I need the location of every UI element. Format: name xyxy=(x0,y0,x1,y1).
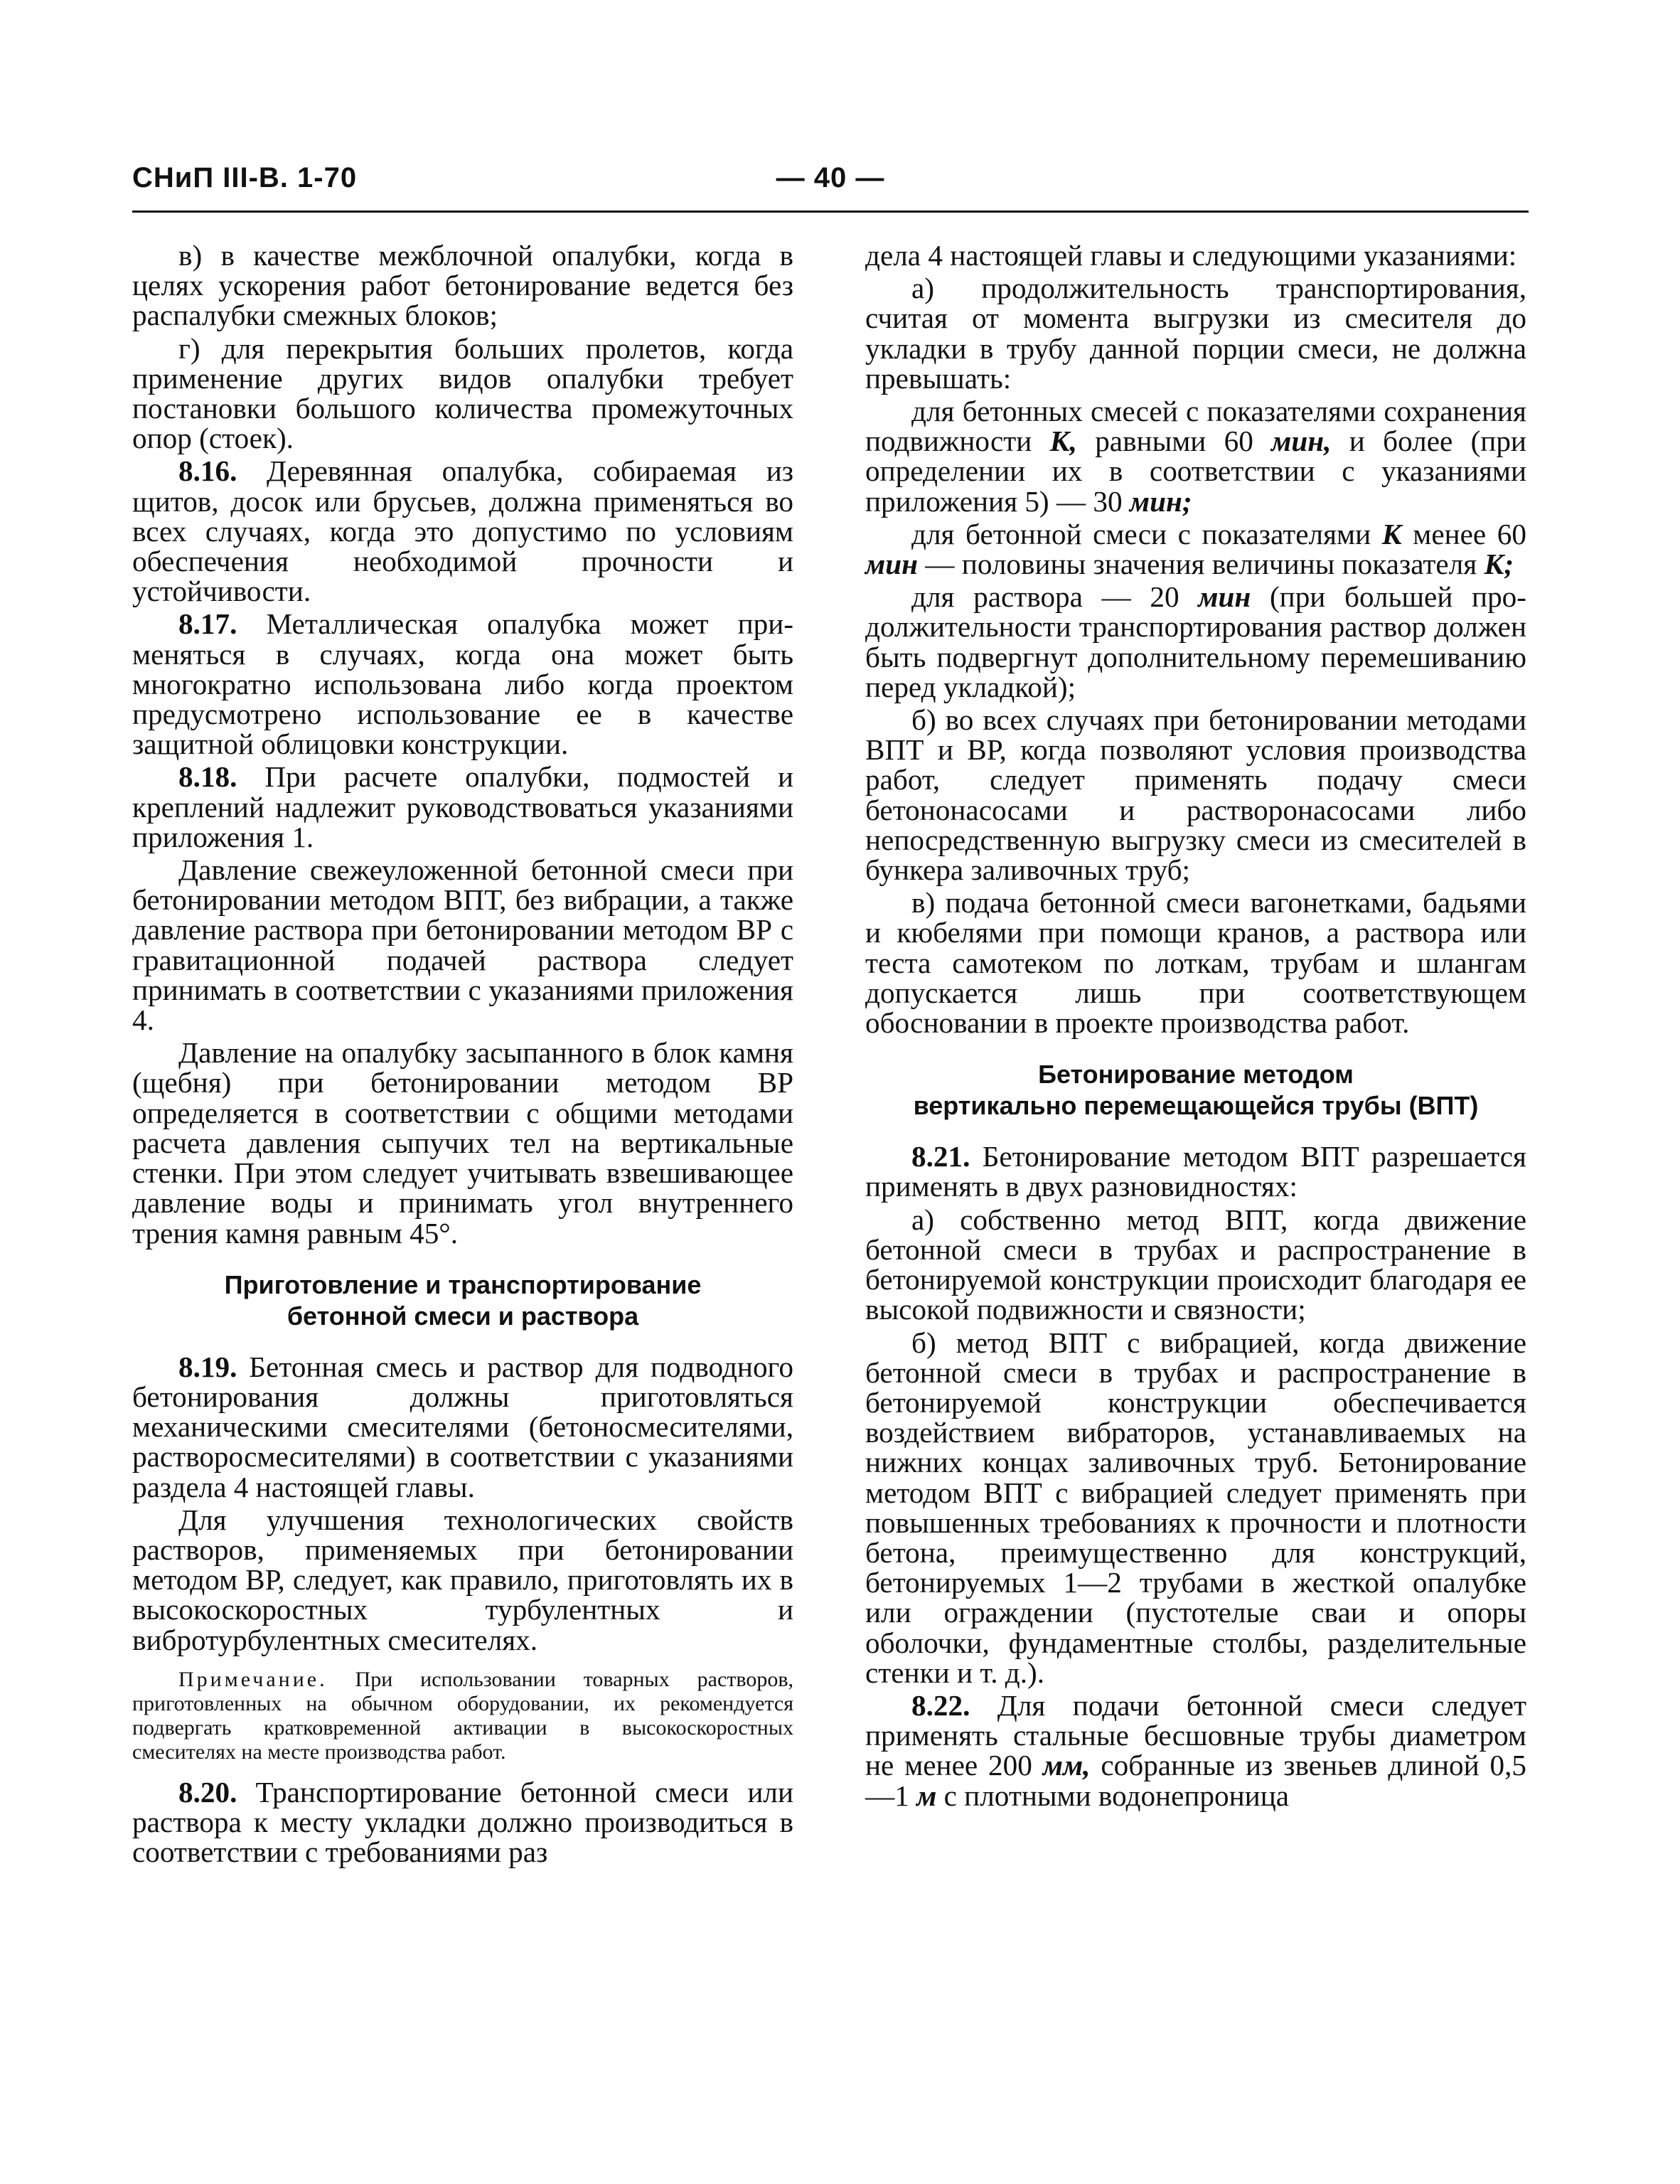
paragraph-8-18 xyxy=(132,762,793,852)
text-run: для бетонных смесей с показателями сохранения подвижности xyxy=(865,395,1526,458)
unit-min: мин xyxy=(865,548,918,581)
paragraph: Давление свежеуложенной бетонной смеси при бетонировании методом ВПТ, без вибрации, а также давление раствора при бетонировании методом ВР с гравитационной подачей раствора следует принимать в соответствии с указаниями приложения 4. xyxy=(132,853,793,1037)
paragraph: Для улучшения технологических свойств растворов, применяемых при бетонировании методом ВР, следует, как правило, приготовлять их в высокоскоростных турбулентных и вибротурбулентных смесителях. xyxy=(132,1503,793,1656)
unit-min: мин; xyxy=(1129,484,1192,518)
paragraph: дела 4 настоящей главы и следующими указаниями: xyxy=(865,239,1517,272)
right-column xyxy=(865,240,1526,1813)
paragraph: а) собственно метод ВПТ, когда движение бетонной смеси в трубах и распространение в бетонируемой конструкции происходит благодаря ее высокой подвижности и связности; xyxy=(865,1203,1526,1326)
clause-text: Деревянная опалубка, собираемая из щитов, досок или брусьев, должна применяться во всех случаях, когда это допустимо по условиям обеспечения необходимой прочности и устойчивости. xyxy=(132,454,793,608)
text-run: для раствора — 20 xyxy=(911,580,1199,614)
heading-line: вертикально перемещающейся трубы (ВПТ) xyxy=(913,1091,1479,1121)
text-run: — половины значения величины показателя xyxy=(918,548,1484,581)
paragraph xyxy=(865,582,1526,702)
page-number: — 40 — xyxy=(776,162,885,193)
heading-line: бетонной смеси и раствора xyxy=(287,1301,639,1331)
text-run: (при большей продолжительности транспортирования раствор должен быть подвергнут дополнительному перемешиванию перед укладкой); xyxy=(865,580,1526,703)
paragraph: а) продолжительность транспортирования, считая от момента выгрузки из смесителя до укладки в трубу данной порции смеси, не должна превышать: xyxy=(865,272,1526,395)
clause-text: Бетонная смесь и раствор для подводного бетонирования должны приготовляться механическими смесителями (бетоносмесителями, растворосмесителями) в соответствии с указаниями раздела 4 настоящей главы. xyxy=(132,1350,793,1503)
clause-text: Бетонирование методом ВПТ разрешается применять в двух разновидностях: xyxy=(865,1140,1526,1203)
document-code: СНиП III-В. 1-70 xyxy=(132,162,358,193)
symbol-k: К, xyxy=(1049,425,1077,458)
clause-text: При расчете опалубки, подмостей и креплений надлежит руководствоваться указаниями приложения 1. xyxy=(132,760,793,853)
paragraph-8-16 xyxy=(132,456,793,606)
text-run: для бетонной смеси с показателями xyxy=(911,517,1382,550)
text-run: с плотными водонепроница xyxy=(936,1779,1290,1812)
unit-mm: мм, xyxy=(1042,1749,1091,1782)
paragraph xyxy=(865,519,1526,579)
paragraph: б) во всех случаях при бетонировании методами ВПТ и ВР, когда позволяют условия производства работ, следует применять подачу смеси бетононасосами и растворонасосами либо непосредственную выгрузку смеси из смесителей в бункера заливочных труб; xyxy=(865,703,1526,887)
note-label: Примечание. xyxy=(178,1667,328,1691)
clause-text: Металлическая опалубка может применяться в случаях, когда она может быть многократно использована либо когда проектом предусмотрено использование ее в качестве защитной облицовки конструкции. xyxy=(132,607,793,761)
unit-min: мин xyxy=(1198,580,1251,614)
paragraph: Давление на опалубку засыпанного в блок камня (щебня) при бетонировании методом ВР определяется в соответствии с общими методами расчета давления сыпучих тел на вертикальные стенки. При этом следует учитывать взвешивающее давление воды и принимать угол внутреннего трения камня равным 45°. xyxy=(132,1036,793,1250)
clause-number: 8.20. xyxy=(178,1775,237,1809)
clause-number: 8.17. xyxy=(178,607,237,641)
unit-m: м xyxy=(916,1779,937,1812)
text-run: Для подачи бетонной смеси следует применять стальные бесшовные трубы диаметром не менее 200 xyxy=(865,1688,1526,1782)
unit-min: мин, xyxy=(1271,425,1332,458)
symbol-k: К; xyxy=(1484,548,1514,581)
section-heading xyxy=(132,1269,793,1332)
clause-number: 8.18. xyxy=(178,760,237,794)
paragraph: г) для перекрытия больших пролетов, когда применение других видов опалубки требует постановки большого количества промежуточных опор (стоек). xyxy=(132,331,793,455)
paragraph: в) подача бетонной смеси вагонетками, бадьями и кюбелями при помощи кранов, а раствора или теста самотеком по лоткам, трубам и шлангам допускается лишь при соответствующем обосновании в проекте производства работ. xyxy=(865,886,1526,1040)
paragraph: в) в качестве межблочной опалубки, когда в целях ускорения работ бетонирование ведется без распалубки смежных блоков; xyxy=(132,239,793,332)
paragraph-8-20 xyxy=(132,1777,793,1868)
note-text: При использовании товарных растворов, приготовленных на обычном оборудовании, их рекомендуется подвергать кратковременной активации в высокоскоростных смесителях на месте производства работ. xyxy=(132,1667,793,1764)
left-column xyxy=(132,240,793,1870)
paragraph-8-17 xyxy=(132,609,793,759)
clause-number: 8.16. xyxy=(178,454,237,488)
text-run: менее 60 xyxy=(1401,517,1526,550)
paragraph: б) метод ВПТ с вибрацией, когда движение бетонной смеси в трубах и распространение в бетонируемой конструкции обеспечивается воздействием вибраторов, устанавливаемых на нижних концах заливочных труб. Бетонирование методом ВПТ с вибрацией следует применять при повышенных требованиях к прочности и плотности бетона, преимущественно для конструкций, бетонируемых 1—2 трубами в жесткой опалубке или ограждении (пустотелые сваи и опоры оболочки, фундаментные столбы, разделительные стенки и т. д.). xyxy=(865,1326,1526,1689)
clause-number: 8.21. xyxy=(911,1140,970,1173)
clause-text: Транспортирование бетонной смеси или раствора к месту укладки должно производиться в соответствии с требованиями раз xyxy=(132,1775,793,1869)
paragraph-8-21 xyxy=(865,1141,1526,1201)
text-run: и более (при определении их в соответствии с указаниями приложения 5) — 30 xyxy=(865,425,1526,518)
clause-number: 8.19. xyxy=(178,1350,237,1383)
text-run: равными 60 xyxy=(1076,425,1272,458)
paragraph-8-19 xyxy=(132,1352,793,1502)
symbol-k: К xyxy=(1381,517,1402,550)
heading-line: Приготовление и транспортирование xyxy=(224,1269,702,1299)
heading-line: Бетонирование методом xyxy=(1038,1060,1354,1090)
clause-number: 8.22. xyxy=(911,1688,970,1722)
note xyxy=(132,1668,793,1764)
section-heading xyxy=(865,1059,1526,1122)
paragraph-8-22 xyxy=(865,1690,1526,1811)
paragraph xyxy=(865,396,1526,516)
header-rule xyxy=(132,211,1529,213)
text-run: собранные из звеньев длиной 0,5—1 xyxy=(865,1749,1526,1812)
